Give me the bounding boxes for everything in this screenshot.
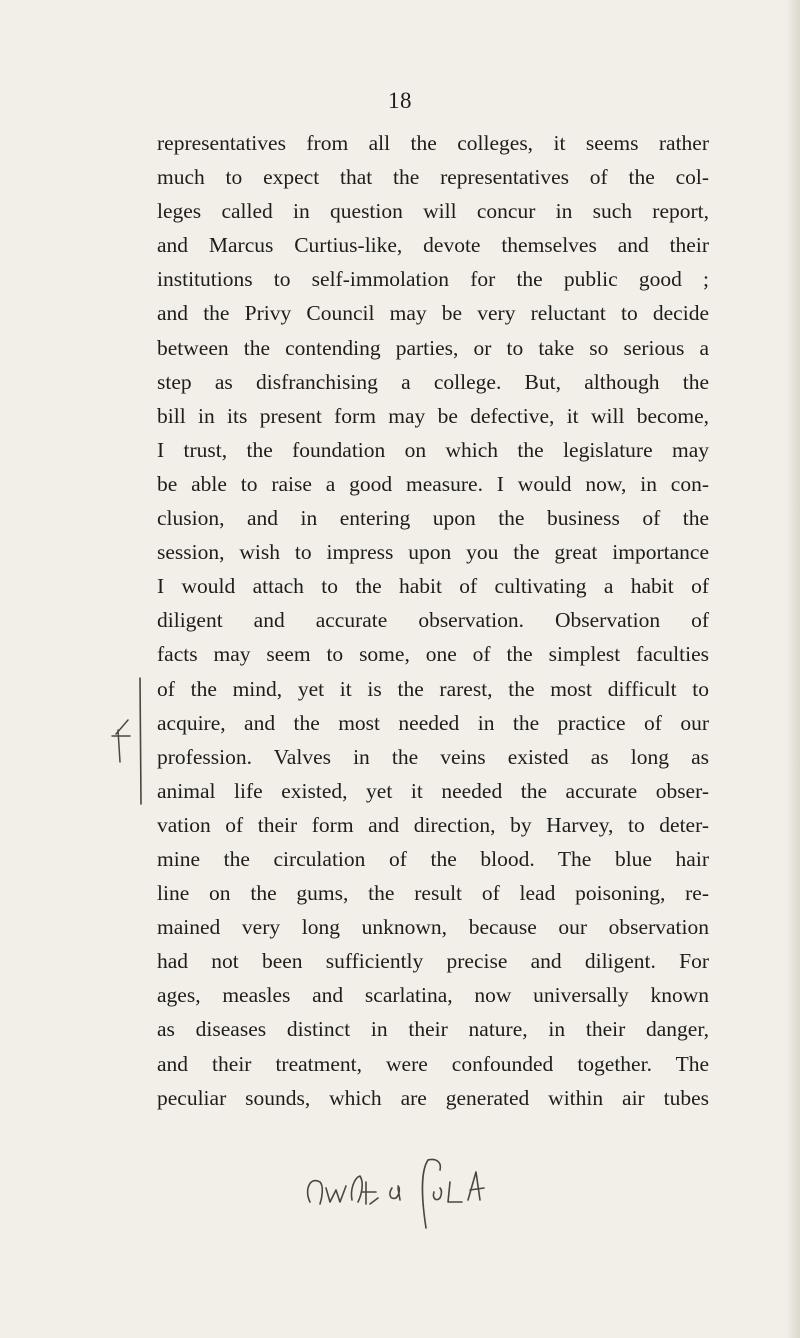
text-line: animal life existed, yet it needed the accurate obser- <box>157 778 709 803</box>
text-line: between the contending parties, or to take so serious a <box>157 335 709 360</box>
handwritten-scribble-icon <box>300 1152 540 1232</box>
text-line: vation of their form and direction, by Harvey, to deter- <box>157 812 709 837</box>
text-line: institutions to self-immolation for the public good ; <box>157 267 709 292</box>
text-line: ages, measles and scarlatina, now universally known <box>157 983 709 1008</box>
text-line: mained very long unknown, because our observation <box>157 915 709 940</box>
text-line: much to expect that the representatives of the col- <box>157 165 709 190</box>
text-line: line on the gums, the result of lead poisoning, re- <box>157 881 709 906</box>
text-line: step as disfranchising a college. But, although the <box>157 369 709 394</box>
text-line: diligent and accurate observation. Observation of <box>157 608 709 633</box>
text-line: I would attach to the habit of cultivating a habit of <box>157 574 709 599</box>
text-line: session, wish to impress upon you the great importance <box>157 540 709 565</box>
text-line: bill in its present form may be defective, it will become, <box>157 403 709 428</box>
page-edge-shadow <box>786 0 800 1338</box>
text-line: leges called in question will concur in such report, <box>157 199 709 224</box>
page-number: 18 <box>388 88 412 113</box>
pencil-margin-bracket-icon <box>104 676 144 806</box>
text-line: representatives from all the colleges, it seems rather <box>157 131 709 155</box>
text-line: as diseases distinct in their nature, in their danger, <box>157 1017 709 1042</box>
text-line: and their treatment, were confounded together. The <box>157 1051 709 1076</box>
text-line: I trust, the foundation on which the legislature may <box>157 437 709 462</box>
text-line: acquire, and the most needed in the practice of our <box>157 710 709 735</box>
text-line: clusion, and in entering upon the business of the <box>157 506 709 531</box>
text-line: peculiar sounds, which are generated within air tubes <box>157 1085 709 1110</box>
text-line: and Marcus Curtius-like, devote themselves and their <box>157 233 709 258</box>
text-line: facts may seem to some, one of the simplest faculties <box>157 642 709 667</box>
text-line: had not been sufficiently precise and diligent. For <box>157 949 709 974</box>
text-line: mine the circulation of the blood. The blue hair <box>157 846 709 871</box>
text-line: of the mind, yet it is the rarest, the most difficult to <box>157 676 709 701</box>
text-line: and the Privy Council may be very reluctant to decide <box>157 301 709 326</box>
text-line: be able to raise a good measure. I would now, in con- <box>157 471 709 496</box>
body-text <box>157 126 709 1115</box>
text-line: profession. Valves in the veins existed as long as <box>157 744 709 769</box>
